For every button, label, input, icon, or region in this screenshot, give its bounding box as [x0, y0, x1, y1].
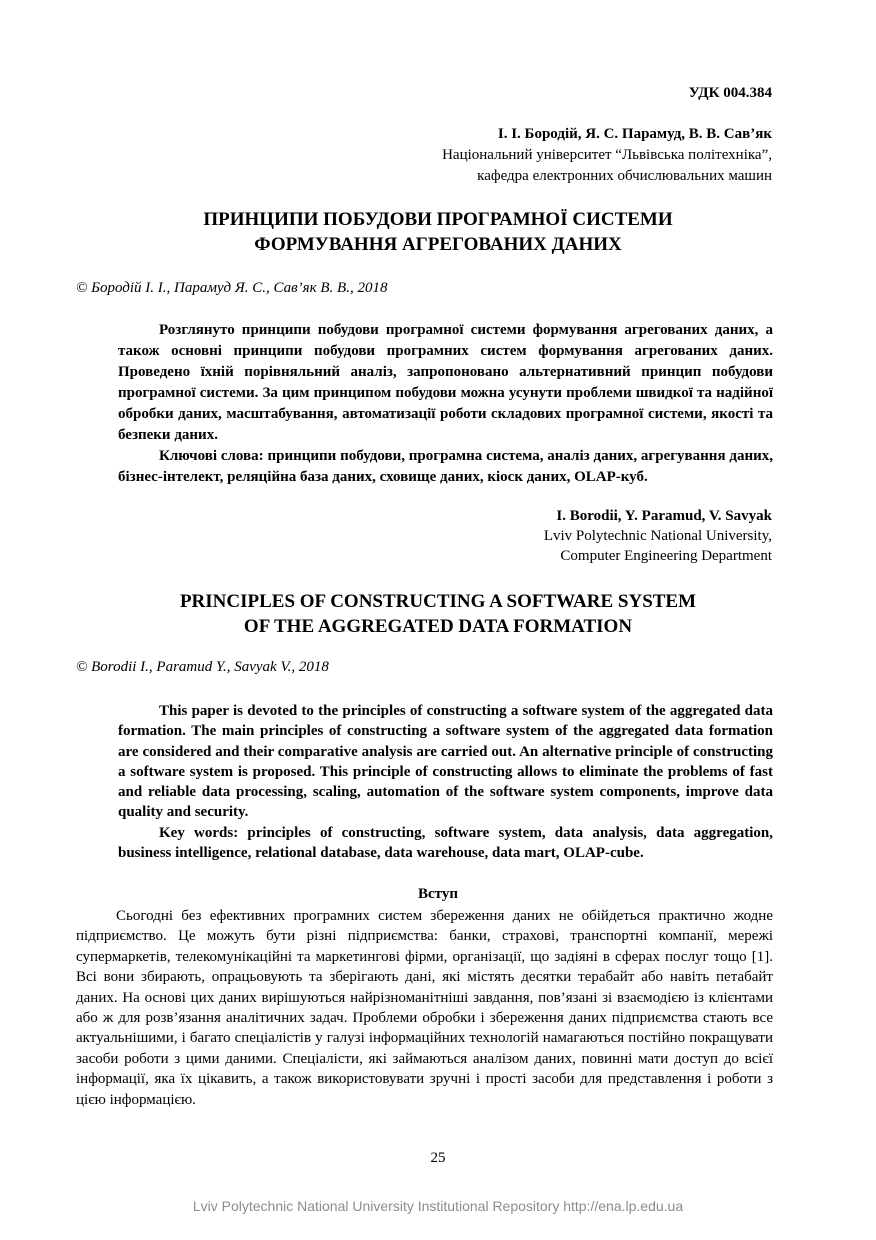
affiliation-en-line1: Lviv Polytechnic National University, [543, 528, 772, 544]
paper-title-en [78, 589, 798, 639]
section-heading-intro: Вступ [418, 886, 458, 902]
authors-block-uk [442, 124, 772, 187]
paper-title-uk-line2: ФОРМУВАННЯ АГРЕГОВАНИХ ДАНИХ [254, 234, 622, 255]
keywords-en: Key words: principles of constructing, software system, data analysis, data aggregation, business intelligence, relational database, data warehouse, data mart, OLAP-cube. [118, 824, 773, 862]
keywords-uk: Ключові слова: принципи побудови, програмна система, аналіз даних, агрегування даних, бізнес-інтелект, реляційна база даних, сховище даних, кіоск даних, OLAP-куб. [118, 448, 773, 485]
affiliation-uk-line1: Національний університет “Львівська політехніка”, [442, 147, 772, 163]
authors-block-en [544, 506, 772, 566]
abstract-block-uk [118, 320, 773, 488]
udk-code: УДК 004.384 [688, 85, 772, 101]
paper-title-en-line1: PRINCIPLES OF CONSTRUCTING A SOFTWARE SYSTEM [179, 591, 697, 612]
page-number: 25 [430, 1150, 446, 1166]
intro-paragraph: Сьогодні без ефективних програмних систем збереження даних не обійдеться практично жодне підприємство. Це можуть бути різні підприємства: банки, страхові, транспортні компанії, мережі супермаркетів, телекомунікаційні та маркетингові фірми, організації, що задіяні в сферах послуг тощо [1]. Всі вони збирають, опрацьовують та зберігають дані, які містять десятки терабайт або навіть петабайт даних. На основі цих даних вирішуються найрізноманітніші завдання, пов’язані зі взаємодією із клієнтами або ж для розв’язання аналітичних задач. Проблеми обробки і збереження даних підприємства стають все актуальнішими, і багато спеціалістів у галузі інформаційних технологій намагаються постійно покращувати засоби роботи з цими даними. Спеціалісти, які займаються аналізом даних, повинні мати доступ до всієї інформації, яка їх цікавить, а також використовувати зручні і прості засоби для представлення і роботи з цією інформацією. [76, 908, 773, 1108]
authors-uk: І. І. Бородій, Я. С. Парамуд, В. В. Сав’як [497, 126, 772, 142]
abstract-en: This paper is devoted to the principles of constructing a software system of the aggregated data formation. The main principles of constructing a software system of the aggregated data formation are considered and their comparative analysis are carried out. An alternative principle of constructing a software system is proposed. This principle of constructing allows to eliminate the problems of fast and reliable data processing, scaling, automation of the software system components, improve data quality and security. [118, 703, 773, 821]
copyright-uk: © Бородій І. І., Парамуд Я. С., Сав’як В. В., 2018 [76, 280, 388, 296]
affiliation-en-line2: Computer Engineering Department [560, 548, 772, 564]
paper-title-uk-line1: ПРИНЦИПИ ПОБУДОВИ ПРОГРАМНОЇ СИСТЕМИ [203, 209, 673, 230]
copyright-en: © Borodii I., Paramud Y., Savyak V., 2018 [76, 659, 329, 675]
paper-title-uk [78, 207, 798, 257]
abstract-uk: Розглянуто принципи побудови програмної системи формування агрегованих даних, а також основні принципи побудови програмних систем формування агрегованих даних. Проведено їхній порівняльний аналіз, запропоновано альтернативний принцип побудови програмної системи. За цим принципом побудови можна усунути проблеми швидкої та надійної обробки даних, масштабування, автоматизації роботи складових програмної системи, якості та безпеки даних. [118, 322, 773, 443]
paper-title-en-line2: OF THE AGGREGATED DATA FORMATION [243, 616, 633, 637]
abstract-block-en [118, 701, 773, 863]
authors-en: I. Borodii, Y. Paramud, V. Savyak [556, 508, 772, 524]
repository-footer: Lviv Polytechnic National University Institutional Repository http://ena.lp.edu.ua [192, 1198, 684, 1214]
intro-body [76, 906, 773, 1110]
affiliation-uk-line2: кафедра електронних обчислювальних машин [477, 168, 772, 184]
